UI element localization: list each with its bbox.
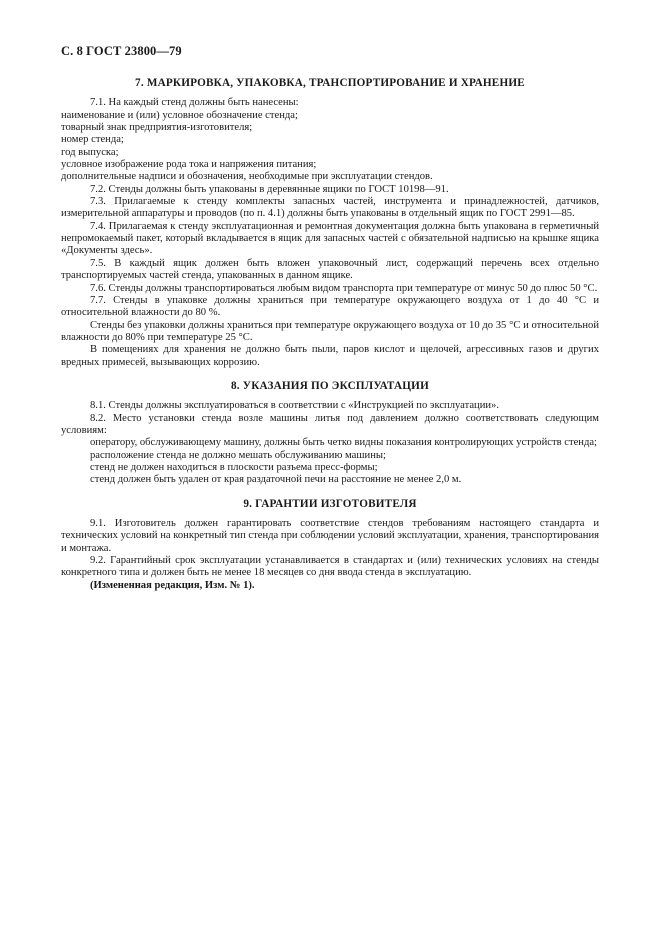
paragraph: номер стенда; [61, 134, 124, 146]
paragraph: Стенды без упаковки должны храниться при температуре окружающего воздуха от 10 до 35 °С и относительной влажности до 80% при температуре 25 °С. [61, 319, 599, 343]
paragraph: условное изображение рода тока и напряжения питания; [61, 159, 317, 171]
paragraph: 9.2. Гарантийный срок эксплуатации устанавливается в стандартах и (или) технических условиях на стенды конкретного типа и должен быть не менее 18 месяцев со дня ввода стенда в эксплуатацию. [61, 555, 599, 579]
paragraph: 7.1. На каждый стенд должны быть нанесены: [90, 97, 299, 109]
paragraph: В помещениях для хранения не должно быть пыли, паров кислот и щелочей, агрессивных газов и других вредных примесей, вызывающих коррозию. [61, 344, 599, 368]
paragraph: 8.1. Стенды должны эксплуатироваться в соответствии с «Инструкцией по эксплуатации». [90, 400, 499, 412]
paragraph: 7.4. Прилагаемая к стенду эксплуатационная и ремонтная документация должна быть упакована в герметичный непромокаемый пакет, который вкладывается в ящик для запасных частей с обязательной надписью на крышке ящика «Документы здесь». [61, 220, 599, 257]
paragraph: оператору, обслуживающему машину, должны быть четко видны показания контролирующих устройств стенда; [90, 437, 597, 449]
section-title: 7. МАРКИРОВКА, УПАКОВКА, ТРАНСПОРТИРОВАНИЕ И ХРАНЕНИЕ [135, 77, 525, 89]
paragraph: 7.7. Стенды в упаковке должны храниться при температуре окружающего воздуха от 1 до 40 °С и относительной влажности до 80 %. [61, 294, 599, 319]
amendment-note: (Измененная редакция, Изм. № 1). [90, 579, 255, 591]
paragraph: 9.1. Изготовитель должен гарантировать соответствие стендов требованиям настоящего стандарта и технических условий на конкретный тип стенда при соблюдении условий эксплуатации, хранения, транспортирования и монтажа. [61, 518, 599, 554]
document-body [61, 77, 599, 592]
paragraph: год выпуска; [61, 146, 119, 158]
paragraph: дополнительные надписи и обозначения, необходимые при эксплуатации стендов. [61, 171, 433, 183]
paragraph: 7.2. Стенды должны быть упакованы в деревянные ящики по ГОСТ 10198—91. [90, 183, 449, 195]
paragraph: 7.3. Прилагаемые к стенду комплекты запасных частей, инструмента и принадлежностей, датчиков, измерительной аппаратуры и проводов (по п. 4.1) должны быть упакованы в отдельный ящик по ГОСТ 2991—85. [61, 196, 599, 220]
paragraph: стенд не должен находиться в плоскости разъема пресс-формы; [90, 461, 378, 473]
section-title: 8. УКАЗАНИЯ ПО ЭКСПЛУАТАЦИИ [231, 379, 429, 392]
section-title: 9. ГАРАНТИИ ИЗГОТОВИТЕЛЯ [243, 497, 417, 510]
page-header: С. 8 ГОСТ 23800—79 [61, 44, 182, 58]
paragraph: 7.6. Стенды должны транспортироваться любым видом транспорта при температуре от минус 50 до плюс 50 °С. [90, 282, 598, 294]
paragraph: 8.2. Место установки стенда возле машины литья под давлением должно соответствовать следующим условиям: [61, 412, 599, 436]
paragraph: расположение стенда не должно мешать обслуживанию машины; [90, 449, 386, 461]
paragraph: 7.5. В каждый ящик должен быть вложен упаковочный лист, содержащий перечень всех отдельно транспортируемых частей стенда, упакованных в данном ящике. [61, 257, 599, 282]
paragraph: стенд должен быть удален от края раздаточной печи на расстояние не менее 2,0 м. [90, 474, 462, 486]
paragraph: товарный знак предприятия-изготовителя; [61, 122, 253, 134]
paragraph: наименование и (или) условное обозначение стенда; [61, 109, 298, 121]
